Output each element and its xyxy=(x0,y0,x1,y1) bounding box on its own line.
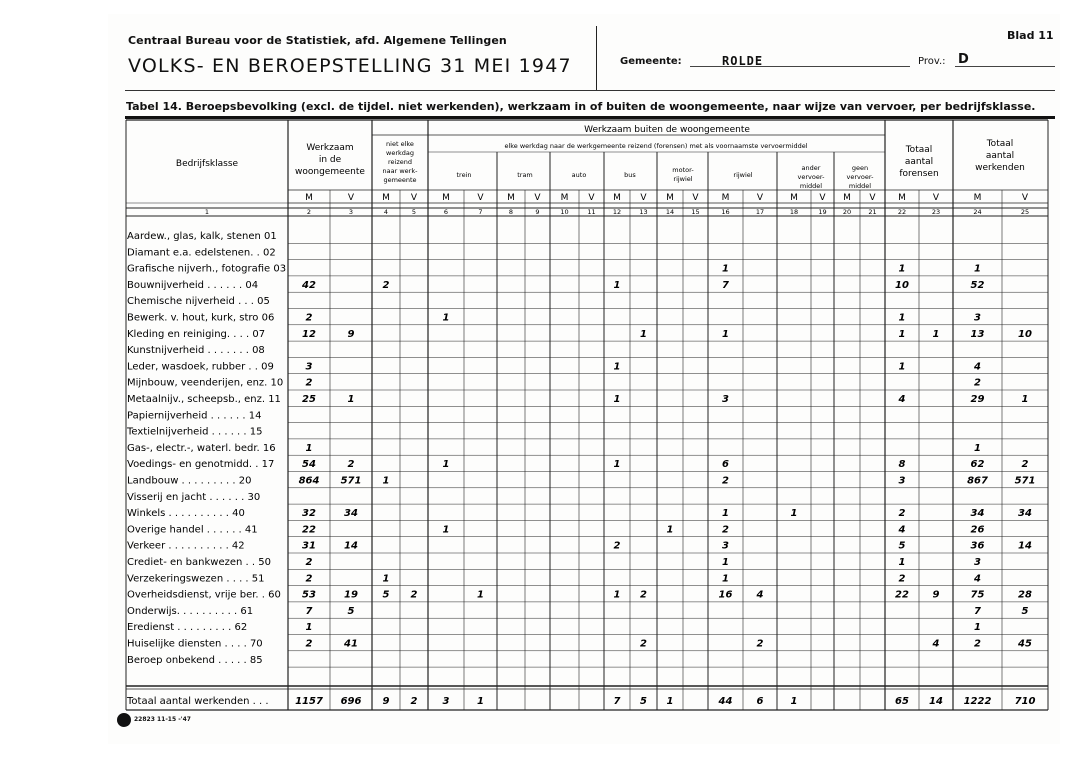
cell-value: 62 xyxy=(970,459,985,471)
column-number: 24 xyxy=(973,208,982,216)
werkzaam-in-heading: Werkzaam xyxy=(306,143,354,153)
cell-value: 1 xyxy=(442,459,450,471)
mode-heading: auto xyxy=(571,171,587,179)
cell-value: 4 xyxy=(898,524,906,536)
table-title: Tabel 14. Beroepsbevolking (excl. de tijdel. niet werkenden), werkzaam in of buiten de woongemeente, naar wijze van vervoer, per bedrijfsklasse. xyxy=(126,100,1036,113)
cell-value: 4 xyxy=(974,361,981,373)
total-row-label: Totaal aantal werkenden . . . xyxy=(127,696,269,707)
cell-value: 36 xyxy=(970,540,985,552)
total-value: 3 xyxy=(442,696,450,707)
cell-value: 1 xyxy=(613,394,621,405)
row-label: Bewerk. v. hout, kurk, stro 06 xyxy=(127,312,275,324)
gemeente-label: Gemeente: xyxy=(620,56,682,67)
mv-label: V xyxy=(869,193,876,203)
cell-value: 52 xyxy=(970,279,985,291)
cell-value: 54 xyxy=(302,459,316,471)
cell-value: 19 xyxy=(344,589,358,601)
bedrijfsklasse-heading: Bedrijfsklasse xyxy=(175,159,239,169)
mode-heading: trein xyxy=(456,171,472,179)
cell-value: 10 xyxy=(895,279,909,291)
cell-value: 1 xyxy=(898,361,906,373)
row-label: Onderwijs. . . . . . . . . . 61 xyxy=(127,605,254,617)
niet-elke-heading: reizend xyxy=(388,158,412,166)
niet-elke-heading: werkdag xyxy=(386,149,414,157)
column-number: 6 xyxy=(443,208,449,216)
total-value: 2 xyxy=(410,696,418,707)
mv-label: V xyxy=(477,193,484,203)
column-number: 4 xyxy=(383,208,389,216)
totaal-forensen-heading: aantal xyxy=(904,157,934,167)
total-value: 9 xyxy=(382,696,390,707)
row-label: Leder, wasdoek, rubber . . 09 xyxy=(127,361,274,373)
cell-value: 3 xyxy=(722,394,729,405)
column-number: 13 xyxy=(639,208,648,216)
cell-value: 34 xyxy=(1018,508,1032,520)
cell-value: 2 xyxy=(613,540,621,552)
row-label: Textielnijverheid . . . . . . 15 xyxy=(127,426,263,438)
cell-value: 2 xyxy=(305,557,313,568)
cell-value: 1 xyxy=(974,442,981,454)
cell-value: 22 xyxy=(895,589,909,601)
column-number: 8 xyxy=(508,208,514,216)
gemeente-value: ROLDE xyxy=(722,54,764,68)
column-number: 12 xyxy=(612,208,622,216)
column-number: 21 xyxy=(868,208,877,216)
cell-value: 8 xyxy=(898,459,906,471)
print-code: 22823 11-15 -'47 xyxy=(134,716,191,723)
total-value: 696 xyxy=(340,696,362,707)
cell-value: 2 xyxy=(410,589,418,601)
cell-value: 75 xyxy=(970,589,985,601)
column-number: 19 xyxy=(818,208,827,216)
total-value: 5 xyxy=(640,696,647,707)
cell-value: 571 xyxy=(1014,475,1036,487)
cell-value: 1 xyxy=(790,508,798,520)
cell-value: 3 xyxy=(974,557,981,568)
mode-heading: geen xyxy=(851,164,869,172)
cell-value: 9 xyxy=(932,589,940,601)
column-number: 15 xyxy=(691,208,700,216)
cell-value: 1 xyxy=(974,263,981,275)
row-label: Papiernijverheid . . . . . . 14 xyxy=(127,410,262,422)
row-label: Crediet- en bankwezen . . 50 xyxy=(127,557,271,568)
cell-value: 31 xyxy=(302,540,316,552)
mv-label: V xyxy=(347,193,355,203)
cell-value: 29 xyxy=(970,394,985,405)
cell-value: 5 xyxy=(1021,605,1029,617)
cell-value: 4 xyxy=(756,589,764,601)
cell-value: 2 xyxy=(898,573,906,585)
mv-label: V xyxy=(756,193,764,203)
cell-value: 32 xyxy=(302,508,316,520)
mode-heading: rijwiel xyxy=(673,175,693,183)
cell-value: 2 xyxy=(640,638,647,650)
total-value: 1222 xyxy=(963,696,992,707)
mv-label: M xyxy=(898,193,906,203)
cell-value: 1 xyxy=(898,312,906,324)
cell-value: 1 xyxy=(640,328,647,340)
row-label: Verzekeringswezen . . . . 51 xyxy=(127,573,265,585)
cell-value: 16 xyxy=(718,589,733,601)
mode-heading: middel xyxy=(848,182,872,190)
total-value: 1 xyxy=(477,696,484,707)
cell-value: 45 xyxy=(1018,638,1032,650)
cell-value: 3 xyxy=(898,475,906,487)
row-label: Mijnbouw, veenderijen, enz. 10 xyxy=(127,377,284,389)
total-value: 1 xyxy=(790,696,798,707)
prov-value: D xyxy=(958,52,969,67)
cell-value: 1 xyxy=(613,589,621,601)
row-label: Verkeer . . . . . . . . . . 42 xyxy=(127,540,245,552)
cell-value: 7 xyxy=(974,605,981,617)
column-number: 5 xyxy=(411,208,417,216)
column-number: 10 xyxy=(560,208,569,216)
cell-value: 2 xyxy=(347,459,355,471)
column-number: 1 xyxy=(204,208,210,216)
cell-value: 1 xyxy=(305,442,313,454)
cell-value: 5 xyxy=(382,589,390,601)
mv-label: M xyxy=(560,193,569,203)
total-value: 1157 xyxy=(295,696,323,707)
niet-elke-heading: gemeente xyxy=(383,176,417,184)
cell-value: 2 xyxy=(756,638,764,650)
mode-heading: bus xyxy=(624,171,636,179)
mv-label: M xyxy=(382,193,390,203)
cell-value: 1 xyxy=(382,573,390,585)
cell-value: 1 xyxy=(722,573,729,585)
sheet-number: Blad 11 xyxy=(1007,29,1054,42)
row-label: Overige handel . . . . . . 41 xyxy=(127,524,258,536)
row-label: Grafische nijverh., fotografie 03 xyxy=(127,263,287,275)
mode-heading: middel xyxy=(799,182,823,190)
cell-value: 25 xyxy=(302,394,316,405)
total-value: 44 xyxy=(718,696,733,707)
column-number: 9 xyxy=(535,208,540,216)
cell-value: 2 xyxy=(305,312,313,324)
mode-heading: motor- xyxy=(672,166,694,174)
cell-value: 34 xyxy=(344,508,358,520)
printer-seal-icon xyxy=(117,713,131,727)
row-label: Gas-, electr.-, waterl. bedr. 16 xyxy=(127,442,276,454)
cell-value: 53 xyxy=(302,589,316,601)
cell-value: 2 xyxy=(305,377,313,389)
cell-value: 2 xyxy=(722,524,729,536)
column-number: 23 xyxy=(931,208,941,216)
cell-value: 34 xyxy=(970,508,985,520)
cell-value: 14 xyxy=(344,540,358,552)
total-value: 1 xyxy=(666,696,674,707)
werkzaam-in-heading: in de xyxy=(318,155,342,165)
cell-value: 867 xyxy=(967,475,988,487)
mode-heading: tram xyxy=(517,171,533,179)
cell-value: 4 xyxy=(932,638,940,650)
mv-label: V xyxy=(932,193,940,203)
cell-value: 14 xyxy=(1018,540,1032,552)
cell-value: 1 xyxy=(898,263,906,275)
totaal-werkenden-heading: werkenden xyxy=(975,163,1025,173)
niet-elke-heading: naar werk- xyxy=(382,167,418,175)
cell-value: 1 xyxy=(382,475,390,487)
form-title: VOLKS- EN BEROEPSTELLING 31 MEI 1947 xyxy=(128,55,572,77)
cell-value: 9 xyxy=(347,328,355,340)
row-label: Diamant e.a. edelstenen. . 02 xyxy=(127,247,276,259)
row-label: Chemische nijverheid . . . 05 xyxy=(127,296,270,308)
cell-value: 28 xyxy=(1018,589,1032,601)
prov-label: Prov.: xyxy=(918,56,946,67)
cell-value: 864 xyxy=(298,475,320,487)
mv-label: V xyxy=(534,193,541,203)
cell-value: 2 xyxy=(974,377,981,389)
cell-value: 13 xyxy=(970,328,985,340)
cell-value: 22 xyxy=(302,524,316,536)
cell-value: 12 xyxy=(302,328,316,340)
row-label: Winkels . . . . . . . . . . 40 xyxy=(127,508,245,520)
mode-heading: rijwiel xyxy=(733,171,753,179)
mv-label: M xyxy=(613,193,621,203)
cell-value: 1 xyxy=(666,524,674,536)
cell-value: 5 xyxy=(347,605,355,617)
cell-value: 2 xyxy=(640,589,647,601)
cell-value: 2 xyxy=(722,475,729,487)
mv-label: V xyxy=(410,193,418,203)
cell-value: 3 xyxy=(722,540,729,552)
column-number: 7 xyxy=(478,208,483,216)
cell-value: 2 xyxy=(305,638,313,650)
cell-value: 1 xyxy=(974,622,981,634)
mv-label: V xyxy=(692,193,699,203)
row-label: Kleding en reiniging. . . . 07 xyxy=(127,328,266,340)
row-label: Aardew., glas, kalk, stenen 01 xyxy=(127,231,277,242)
cell-value: 2 xyxy=(1021,459,1029,471)
cell-value: 1 xyxy=(722,557,729,568)
total-value: 65 xyxy=(895,696,909,707)
column-number: 18 xyxy=(789,208,799,216)
cell-value: 3 xyxy=(974,312,981,324)
cell-value: 3 xyxy=(305,361,313,373)
cell-value: 5 xyxy=(898,540,906,552)
cell-value: 6 xyxy=(722,459,729,471)
column-number: 22 xyxy=(897,208,907,216)
mv-label: V xyxy=(1021,193,1029,203)
mv-label: M xyxy=(442,193,450,203)
totaal-forensen-heading: forensen xyxy=(899,169,939,179)
column-number: 3 xyxy=(348,208,354,216)
row-label: Voedings- en genotmidd. . 17 xyxy=(127,459,275,471)
cell-value: 4 xyxy=(898,394,906,405)
mv-label: M xyxy=(721,193,730,203)
mv-label: M xyxy=(843,193,851,203)
row-label: Eredienst . . . . . . . . . 62 xyxy=(127,622,248,634)
cell-value: 1 xyxy=(613,459,621,471)
cell-value: 1 xyxy=(722,508,729,520)
mv-label: M xyxy=(666,193,674,203)
row-label: Beroep onbekend . . . . . 85 xyxy=(127,654,263,666)
werkzaam-buiten-heading: Werkzaam buiten de woongemeente xyxy=(584,125,750,135)
cell-value: 1 xyxy=(898,557,906,568)
cell-value: 2 xyxy=(898,508,906,520)
column-number: 11 xyxy=(587,208,596,216)
cell-value: 1 xyxy=(898,328,906,340)
cell-value: 4 xyxy=(974,573,981,585)
mode-heading: ander xyxy=(801,164,821,172)
cell-value: 10 xyxy=(1018,328,1032,340)
totaal-werkenden-heading: aantal xyxy=(985,151,1015,161)
row-label: Huiselijke diensten . . . . 70 xyxy=(127,638,263,650)
bureau-name: Centraal Bureau voor de Statistiek, afd. Algemene Tellingen xyxy=(128,34,507,47)
column-number: 25 xyxy=(1020,208,1030,216)
cell-value: 41 xyxy=(344,638,358,650)
total-value: 710 xyxy=(1014,696,1036,707)
cell-value: 42 xyxy=(302,279,316,291)
column-number: 20 xyxy=(842,208,852,216)
elke-werkdag-heading: elke werkdag naar de werkgemeente reizend (forensen) met als voornaamste vervoermiddel xyxy=(504,142,808,150)
cell-value: 1 xyxy=(442,524,450,536)
cell-value: 1 xyxy=(305,622,313,634)
total-value: 7 xyxy=(613,696,621,707)
cell-value: 2 xyxy=(305,573,313,585)
cell-value: 571 xyxy=(340,475,362,487)
mv-label: V xyxy=(588,193,595,203)
cell-value: 1 xyxy=(613,279,621,291)
mv-label: M xyxy=(973,193,982,203)
cell-value: 7 xyxy=(305,605,313,617)
mv-label: V xyxy=(640,193,647,203)
cell-value: 1 xyxy=(722,263,729,275)
column-number: 17 xyxy=(755,208,765,216)
mv-label: V xyxy=(819,193,826,203)
cell-value: 2 xyxy=(382,279,390,291)
werkzaam-in-heading: woongemeente xyxy=(295,167,365,177)
cell-value: 26 xyxy=(970,524,985,536)
niet-elke-heading: niet elke xyxy=(386,140,414,148)
row-label: Kunstnijverheid . . . . . . . 08 xyxy=(127,345,265,357)
cell-value: 7 xyxy=(722,279,729,291)
mode-heading: vervoer- xyxy=(797,173,825,181)
column-number: 2 xyxy=(306,208,312,216)
column-number: 14 xyxy=(665,208,675,216)
cell-value: 1 xyxy=(477,589,484,601)
cell-value: 1 xyxy=(442,312,450,324)
total-value: 14 xyxy=(929,696,943,707)
row-label: Visserij en jacht . . . . . . 30 xyxy=(127,491,261,503)
cell-value: 1 xyxy=(1021,394,1029,405)
cell-value: 1 xyxy=(932,328,940,340)
row-label: Landbouw . . . . . . . . . 20 xyxy=(127,475,252,487)
total-value: 6 xyxy=(756,696,764,707)
cell-value: 2 xyxy=(974,638,981,650)
cell-value: 1 xyxy=(347,394,355,405)
mv-label: M xyxy=(507,193,515,203)
totaal-forensen-heading: Totaal xyxy=(905,145,933,155)
cell-value: 1 xyxy=(613,361,621,373)
mode-heading: vervoer- xyxy=(846,173,874,181)
row-label: Overheidsdienst, vrije ber. . 60 xyxy=(127,589,281,601)
row-label: Bouwnijverheid . . . . . . 04 xyxy=(127,279,259,291)
mv-label: M xyxy=(305,193,313,203)
cell-value: 1 xyxy=(722,328,729,340)
totaal-werkenden-heading: Totaal xyxy=(986,139,1014,149)
row-label: Metaalnijv., scheepsb., enz. 11 xyxy=(127,394,281,405)
column-number: 16 xyxy=(721,208,730,216)
mv-label: M xyxy=(790,193,798,203)
